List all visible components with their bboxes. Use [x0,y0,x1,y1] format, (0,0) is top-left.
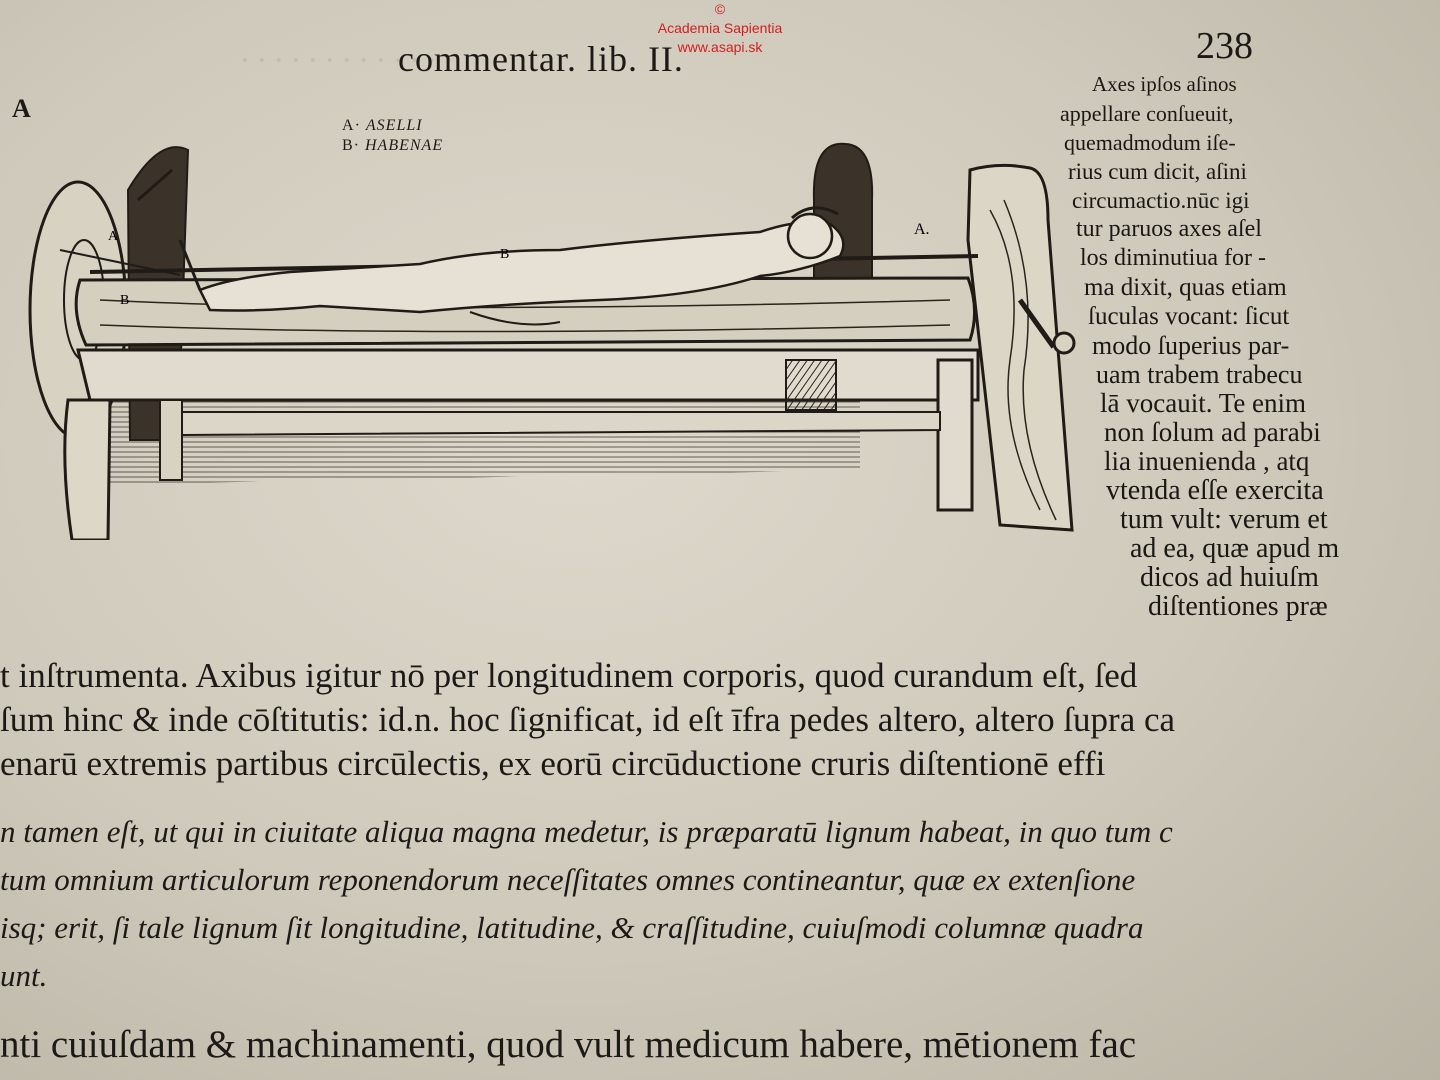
legend-row-b: B· HABENAE [342,137,444,154]
text-line: t inſtrumenta. Axibus igitur nō per longitudinem corporis, quod curandum eſt, ſed [0,656,1138,695]
margin-line: lā vocauit. Te enim [1100,388,1307,418]
margin-line: tum vult: verum et [1120,504,1328,535]
margin-line: circumactio.nūc igi [1072,188,1250,213]
margin-line: Axes ipſos aſinos [1092,72,1237,96]
margin-line: uam trabem trabecu [1096,360,1303,389]
margin-line: diſtentiones præ [1148,591,1328,622]
margin-line: ſuculas vocant: ſicut [1088,303,1290,330]
watermark-url: www.asapi.sk [677,39,763,55]
margin-commentary [1060,70,1440,621]
margin-line: rius cum dicit, aſini [1068,159,1247,184]
text-line: enarū extremis partibus circūlectis, ex eorū circūductione cruris diſtentionē effi [0,744,1106,783]
text-line: ſum hinc & inde cōſtitutis: id.n. hoc ſignificat, id eſt īfra pedes altero, altero ſupra ca [0,700,1176,739]
margin-line: ad ea, quæ apud m [1130,533,1340,564]
margin-line: dicos ad huiuſm [1140,562,1319,593]
margin-line: tur paruos axes aſel [1076,216,1262,242]
italic-text [0,808,1440,1000]
bottom-text-line: nti cuiuſdam & machinamenti, quod vult medicum habere, mētionem fac [0,1023,1137,1066]
running-head: commentar. lib. II. [398,39,684,79]
margin-line: modo ſuperius par- [1092,331,1290,360]
callout-b-left: B [120,293,130,308]
page-number: 238 [1196,25,1253,67]
text-line: tum omnium articulorum reponendorum neceſſitates omnes contineantur, quæ ex extenſione [0,862,1136,897]
margin-line: non ſolum ad parabi [1104,417,1321,447]
text-line: n tamen eſt, ut qui in ciuitate aliqua magna medetur, is præparatū lignum habeat, in quo tum c [0,814,1173,849]
callout-b-center: B [500,247,510,262]
woodcut-illustration [0,100,1100,540]
legend-row-a: A· ASELLI [342,117,423,134]
margin-line: los diminutiua for - [1080,245,1266,271]
bleed-through-text: · · · · · · · · · · · · · [240,42,453,79]
margin-line: quemadmodum iſe- [1064,130,1236,155]
margin-line: ma dixit, quas etiam [1084,274,1287,301]
watermark-name: Academia Sapientia [657,20,783,36]
callout-a-left: A [108,229,119,244]
callout-a-right: A. [914,221,930,238]
text-line: isq; erit, ſi tale lignum ſit longitudine, latitudine, & craſſitudine, cuiuſmodi columnæ quadra [0,910,1144,945]
copyright-symbol: © [714,1,726,17]
main-text [0,654,1440,786]
bed-frame [78,350,978,400]
margin-line: appellare conſueuit, [1060,101,1234,126]
margin-line: lia inuenienda , atq [1104,446,1310,476]
margin-line: vtenda eſſe exercita [1106,475,1324,506]
section-letter: A [12,94,31,123]
text-line: unt. [0,958,48,993]
